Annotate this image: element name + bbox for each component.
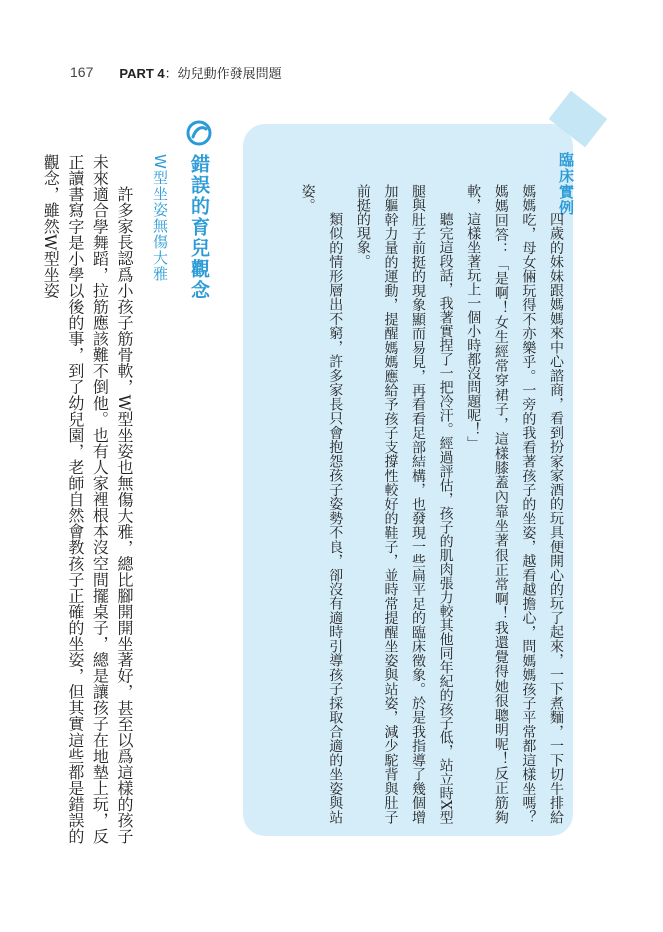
case-paragraph: 類似的情形層出不窮，許多家長只會抱怨孩子姿勢不良，卻沒有適時引導孩子採取合適的坐姿與站姿。 [299, 184, 344, 824]
section-title: 錯誤的育兒觀念 [188, 154, 210, 301]
section-subheading: W型坐姿無傷大雅 [151, 154, 169, 282]
chapter-title: ：幼兒動作發展問題 [164, 65, 282, 81]
body-paragraph: 許多家長認爲小孩子筋骨軟，W型坐姿也無傷大雅，總比腳開開坐著好，甚至以爲這樣的孩子未來適合學舞蹈，拉筋應該難不倒他。也有人家裡根本沒空間擺桌子，總是讓孩子在地墊上玩，反正讀書寫字是小學以後的事，到了幼兒園，老師自然會教孩子正確的坐姿，但其實這些都是錯誤的觀念，雖然W型坐姿 [41, 154, 134, 844]
case-box-heading: 臨床實例 [557, 152, 575, 216]
case-paragraph: 聽完這段話，我著實捏了一把冷汗。經過評估，孩子的肌肉張力較其他同年紀的孩子低，站立時X型腿與肚子前挺的現象顯而易見，再看看足部結構，也發現一些扁平足的臨床徵象。於是我指導了幾個增加軀幹力量的運動，提醒媽媽應給予孩子支撐性較好的鞋子，並時常提醒坐姿與站姿，減少駝背與肚子前挺的現象。 [354, 184, 454, 824]
part-label: PART 4 [119, 65, 165, 81]
chapter-header [119, 63, 281, 82]
case-paragraph: 四歲的妹妹跟媽媽來中心諮商，看到扮家家酒的玩具便開心的玩了起來，一下煮麵，一下切牛排給媽媽吃，母女倆玩得不亦樂乎。一旁的我看著孩子的坐姿，越看越擔心，問媽媽孩子平常都這樣坐嗎？媽媽回答：「是啊！女生經常穿裙子，這樣膝蓋內靠坐著很正常啊！我還覺得她很聰明呢！反正筋夠軟，這樣坐著玩上一個小時都沒問題呢！」 [465, 184, 564, 824]
page-number: 167 [70, 64, 94, 80]
case-box-text [293, 184, 569, 824]
section-body [36, 154, 136, 844]
section-swirl-icon [186, 120, 212, 146]
page-header [70, 62, 282, 82]
